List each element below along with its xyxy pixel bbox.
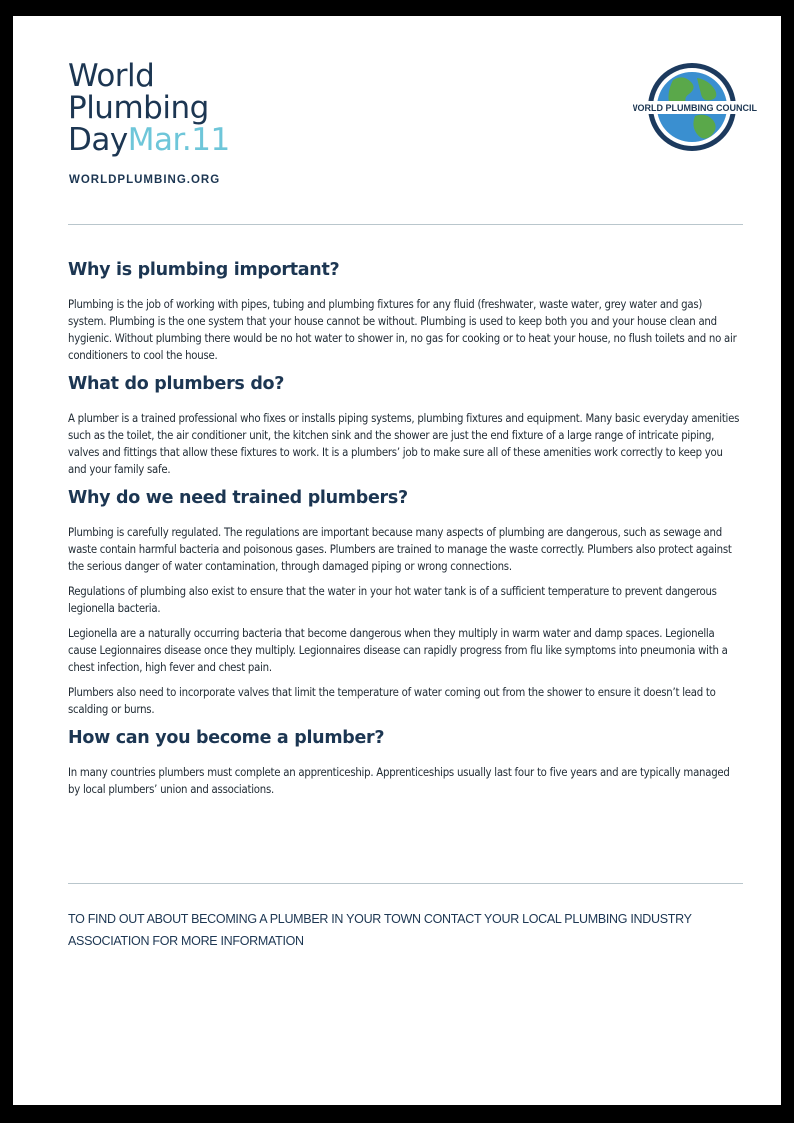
section-heading: How can you become a plumber? bbox=[68, 728, 385, 748]
title-line-1: World bbox=[68, 58, 155, 94]
title-line-3 bbox=[68, 124, 230, 156]
logo-text: WORLD PLUMBING COUNCIL bbox=[633, 103, 757, 113]
section-paragraph: Regulations of plumbing also exist to ensure that the water in your hot water tank is of a sufficient temperature to prevent dangerous legionella bacteria. bbox=[68, 585, 717, 615]
section-heading: What do plumbers do? bbox=[68, 374, 285, 394]
world-plumbing-council-logo bbox=[633, 60, 757, 156]
section-paragraph: Plumbing is the job of working with pipes, tubing and plumbing fixtures for any fluid (freshwater, waste water, grey water and gas) system. Plumbing is the one system that your house cannot be without. Plumbing is used to keep both you and your house clean and hygienic. Without plumbing there would be no hot water to shower in, no gas for cooking or to heat your house, no flush toilets and no air conditioners to cool the house. bbox=[68, 298, 737, 362]
top-divider bbox=[68, 224, 743, 225]
globe-icon bbox=[633, 60, 757, 156]
bottom-divider bbox=[68, 883, 743, 884]
section-why-important bbox=[68, 260, 743, 364]
main-content bbox=[68, 260, 743, 808]
section-paragraph: Plumbers also need to incorporate valves that limit the temperature of water coming out from the shower to ensure it doesn’t lead to scalding or burns. bbox=[68, 686, 716, 716]
document-page bbox=[13, 16, 781, 1105]
website-link[interactable]: WORLDPLUMBING.ORG bbox=[69, 174, 221, 186]
section-become-plumber bbox=[68, 728, 743, 798]
section-heading: Why is plumbing important? bbox=[68, 260, 340, 280]
section-paragraph: Plumbing is carefully regulated. The regulations are important because many aspects of plumbing are dangerous, such as sewage and waste contain harmful bacteria and poisonous gases. Plumbers are trained to manage the waste correctly. Plumbers also protect against the serious danger of water contamination, through damaged piping or wrong connections. bbox=[68, 526, 732, 573]
section-what-plumbers-do bbox=[68, 374, 743, 478]
section-paragraph: In many countries plumbers must complete an apprenticeship. Apprenticeships usually last four to five years and are typically managed by local plumbers’ union and associations. bbox=[68, 766, 730, 796]
section-heading: Why do we need trained plumbers? bbox=[68, 488, 408, 508]
section-paragraph: Legionella are a naturally occurring bacteria that become dangerous when they multiply in warm water and damp spaces. Legionella cause Legionnaires disease once they multiply. Legionnaires disease can rapidly progress from flu like symptoms into pneumonia with a chest infection, high fever and chest pain. bbox=[68, 627, 728, 674]
footer-call-to-action: TO FIND OUT ABOUT BECOMING A PLUMBER IN YOUR TOWN CONTACT YOUR LOCAL PLUMBING INDUSTRY ASSOCIATION FOR MORE INFORMATION bbox=[68, 912, 692, 948]
title-line-2: Plumbing bbox=[68, 90, 209, 126]
section-trained-plumbers bbox=[68, 488, 743, 718]
page-title bbox=[68, 60, 230, 156]
title-date: Mar.11 bbox=[127, 122, 230, 158]
title-day: Day bbox=[68, 122, 128, 158]
section-paragraph: A plumber is a trained professional who fixes or installs piping systems, plumbing fixtures and equipment. Many basic everyday amenities such as the toilet, the air conditioner unit, the kitchen sink and the shower are just the end fixture of a large range of intricate piping, valves and fittings that allow these fixtures to work. It is a plumbers’ job to make sure all of these amenities work correctly to keep you and your family safe. bbox=[68, 412, 740, 476]
